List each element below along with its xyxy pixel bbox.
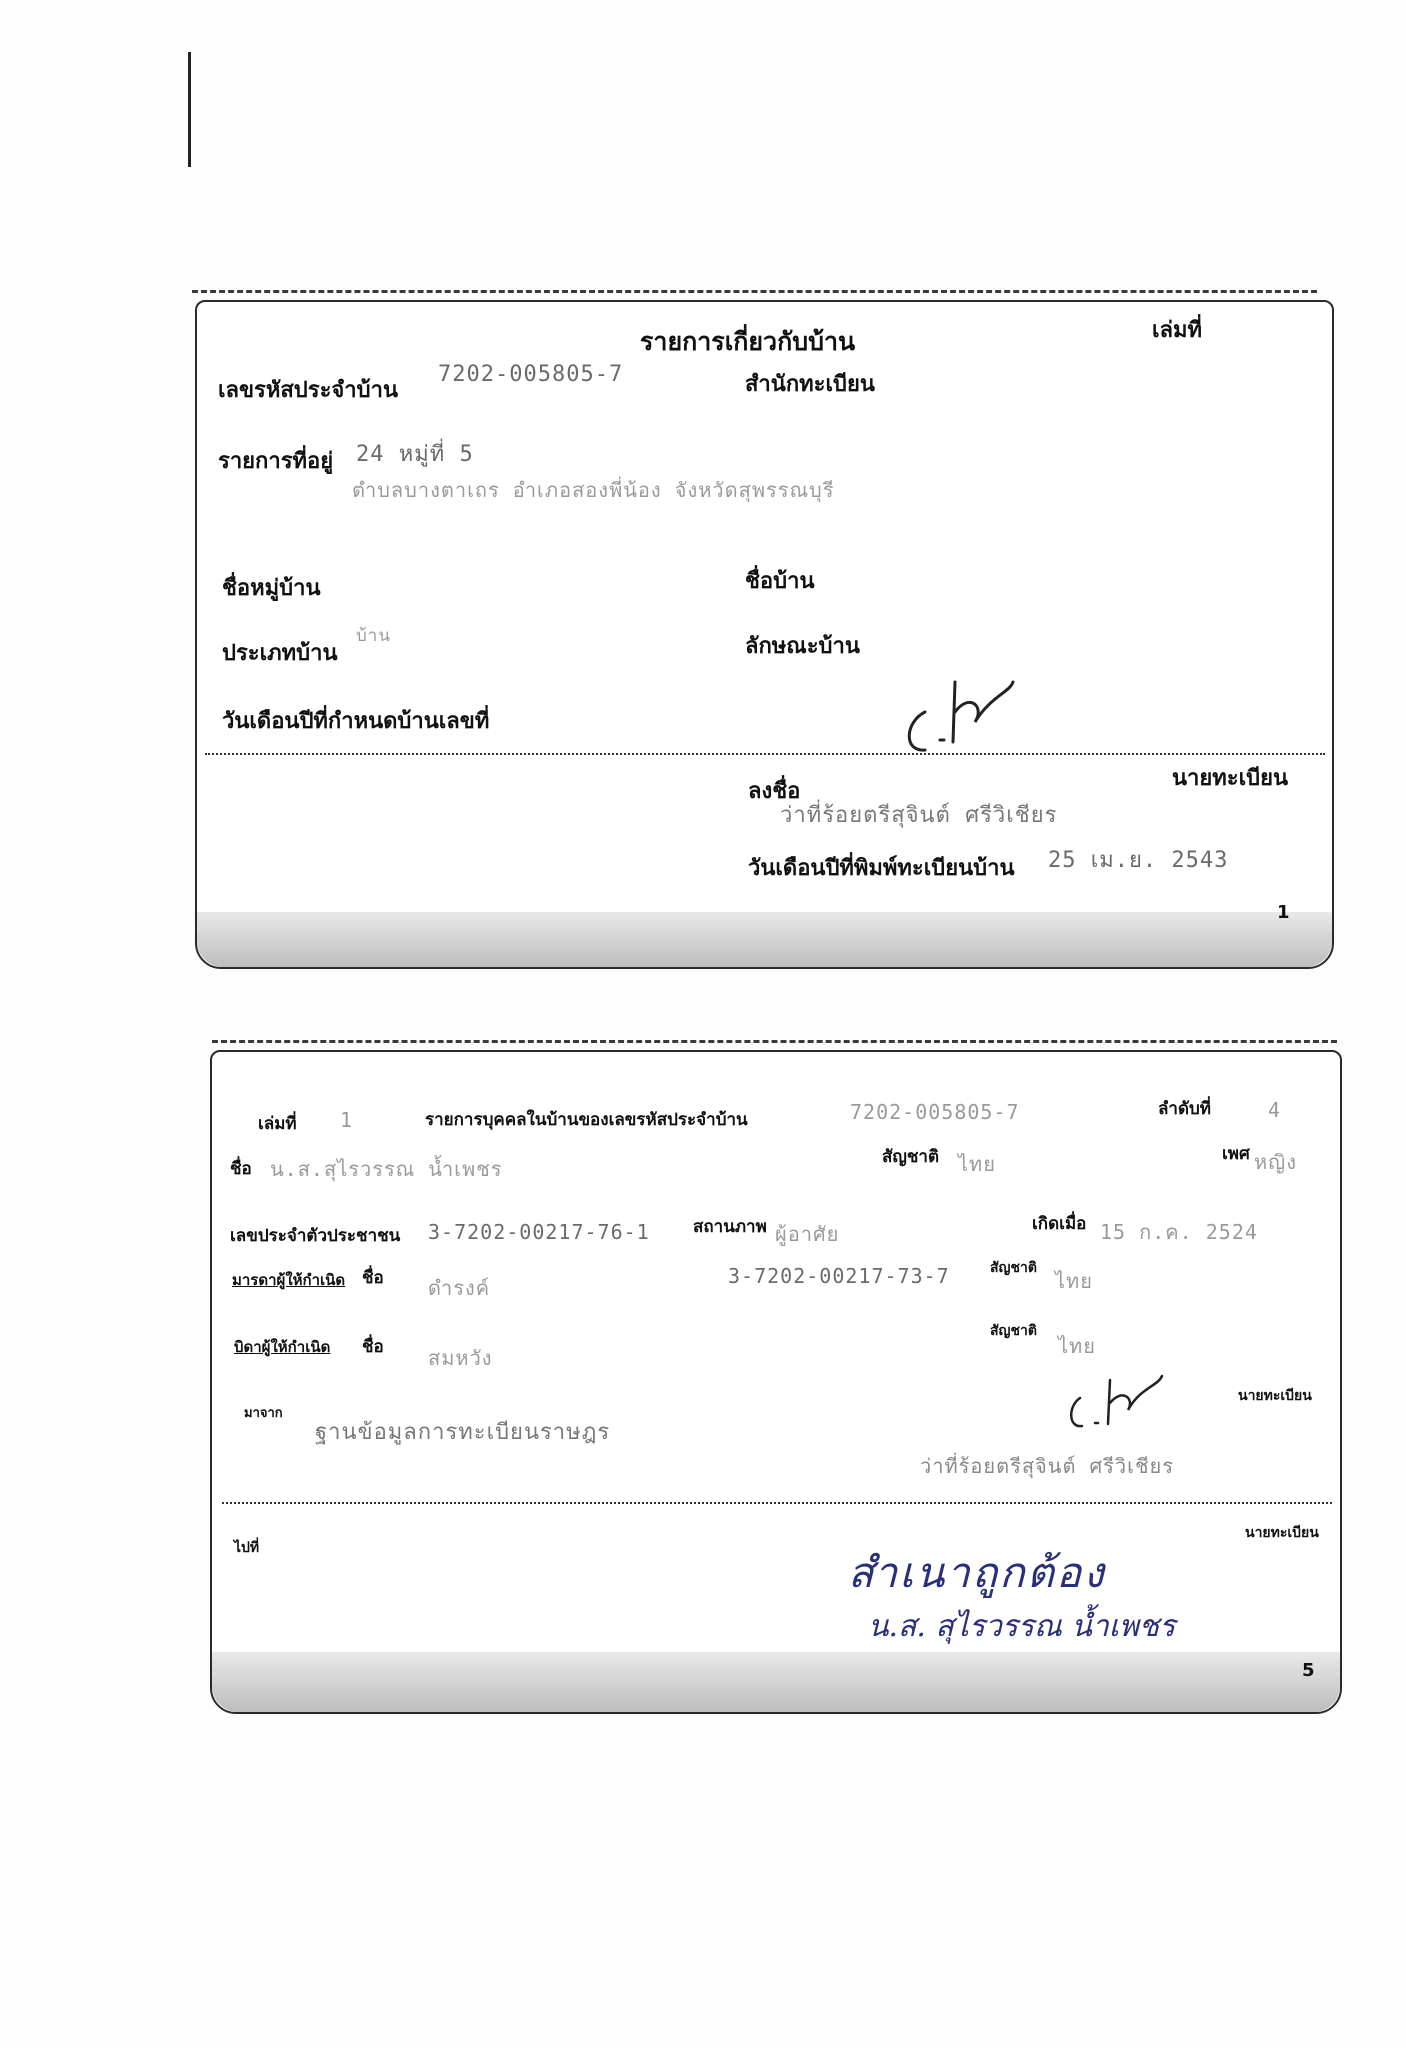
house-code-label: เลขรหัสประจำบ้าน — [218, 377, 398, 403]
nationality-value: ไทย — [958, 1152, 996, 1176]
card2-house-code: 7202-005805-7 — [850, 1100, 1020, 1124]
card1-top-tear — [192, 290, 1317, 293]
sex-label: เพศ — [1222, 1144, 1250, 1164]
card1-shaded-edge — [197, 912, 1332, 967]
address-label: รายการที่อยู่ — [218, 448, 334, 474]
id-label: เลขประจำตัวประชาชน — [230, 1226, 401, 1246]
card1-title: รายการเกี่ยวกับบ้าน — [640, 327, 856, 356]
card2-shaded-edge — [212, 1652, 1340, 1712]
card2-top-tear — [212, 1040, 1337, 1043]
address-line2: ตำบลบางตาเถร อำเภอสองพี่น้อง จังหวัดสุพรรณบุรี — [352, 478, 835, 502]
print-date-label: วันเดือนปีที่พิมพ์ทะเบียนบ้าน — [748, 855, 1015, 881]
house-type-value: บ้าน — [356, 626, 391, 646]
registrar-label-2: นายทะเบียน — [1238, 1388, 1312, 1404]
card1-separator — [205, 753, 1325, 755]
card1-book-label: เล่มที่ — [1152, 317, 1203, 343]
name-value: น.ส.สุไรวรรณ น้ำเพชร — [270, 1157, 503, 1181]
registrar-signature-1 — [895, 652, 1025, 762]
name-label: ชื่อ — [230, 1159, 252, 1179]
father-label: บิดาผู้ให้กำเนิด — [234, 1338, 331, 1356]
mother-label: มารดาผู้ให้กำเนิด — [232, 1271, 346, 1289]
father-name-label: ชื่อ — [362, 1337, 384, 1357]
mother-name-value: ดำรงค์ — [428, 1276, 491, 1300]
seq-label: ลำดับที่ — [1158, 1099, 1212, 1119]
from-value: ฐานข้อมูลการทะเบียนราษฎร — [315, 1420, 611, 1445]
card1-page-number: 1 — [1277, 902, 1290, 923]
margin-mark — [188, 52, 191, 167]
certify-handwriting: สำเนาถูกต้อง — [848, 1548, 1106, 1597]
card2-title: รายการบุคคลในบ้านของเลขรหัสประจำบ้าน — [425, 1110, 748, 1130]
to-label: ไปที่ — [234, 1540, 260, 1556]
registry-office-label: สำนักทะเบียน — [745, 371, 875, 397]
from-label: มาจาก — [244, 1406, 283, 1421]
signer-handwriting: น.ส. สุไรวรรณ น้ำเพชร — [868, 1609, 1176, 1644]
mother-nat-label: สัญชาติ — [990, 1260, 1037, 1276]
house-code-value: 7202-005805-7 — [438, 362, 624, 387]
born-value: 15 ก.ค. 2524 — [1100, 1220, 1258, 1244]
father-name-value: สมหวัง — [428, 1346, 493, 1370]
registrar-signature-2 — [1060, 1368, 1170, 1433]
house-type-label: ประเภทบ้าน — [222, 640, 338, 666]
registrar-name-2: ว่าที่ร้อยตรีสุจินต์ ศรีวิเชียร — [920, 1454, 1175, 1478]
father-nat-label: สัญชาติ — [990, 1323, 1037, 1339]
registrar-label-1: นายทะเบียน — [1172, 765, 1289, 791]
seq-value: 4 — [1268, 1098, 1282, 1122]
mother-nat-value: ไทย — [1055, 1269, 1093, 1293]
sign-label: ลงชื่อ — [748, 778, 801, 804]
nationality-label: สัญชาติ — [882, 1147, 939, 1167]
sex-value: หญิง — [1254, 1150, 1297, 1174]
father-nat-value: ไทย — [1058, 1334, 1096, 1358]
card2-book-no: 1 — [340, 1108, 354, 1132]
born-label: เกิดเมื่อ — [1032, 1214, 1087, 1234]
card2-book-label: เล่มที่ — [258, 1114, 297, 1134]
village-label: ชื่อหมู่บ้าน — [222, 575, 321, 601]
card2-page-number: 5 — [1302, 1660, 1315, 1681]
mother-name-label: ชื่อ — [362, 1268, 384, 1288]
registrar-name-1: ว่าที่ร้อยตรีสุจินต์ ศรีวิเชียร — [780, 803, 1058, 828]
status-label: สถานภาพ — [693, 1217, 767, 1237]
assign-date-label: วันเดือนปีที่กำหนดบ้านเลขที่ — [222, 708, 490, 734]
house-char-label: ลักษณะบ้าน — [745, 633, 860, 659]
status-value: ผู้อาศัย — [775, 1222, 840, 1246]
house-name-label: ชื่อบ้าน — [745, 568, 815, 594]
mother-id-value: 3-7202-00217-73-7 — [728, 1264, 950, 1288]
print-date-value: 25 เม.ย. 2543 — [1048, 848, 1229, 873]
address-line1: 24 หมู่ที่ 5 — [356, 442, 474, 467]
to-registrar-label: นายทะเบียน — [1245, 1525, 1319, 1541]
id-value: 3-7202-00217-76-1 — [428, 1220, 650, 1244]
card2-separator — [222, 1502, 1332, 1504]
